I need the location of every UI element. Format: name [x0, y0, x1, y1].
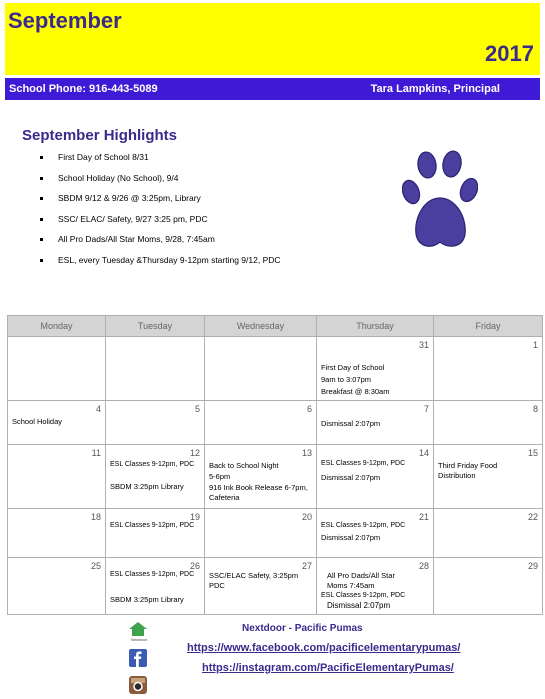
- school-phone: School Phone: 916-443-5089: [9, 83, 158, 95]
- calendar-event: 916 Ink Book Release 6-7pm, Cafeteria: [209, 483, 308, 502]
- highlight-item: SSC/ ELAC/ Safety, 9/27 3:25 pm, PDC: [40, 209, 281, 230]
- calendar-cell: [8, 558, 106, 615]
- day-number: 31: [418, 340, 429, 350]
- highlight-item: First Day of School 8/31: [40, 147, 281, 168]
- day-number: 26: [189, 561, 200, 571]
- highlight-item: SBDM 9/12 & 9/26 @ 3:25pm, Library: [40, 188, 281, 209]
- calendar-event: ESL Classes 9-12pm, PDC: [321, 522, 406, 529]
- calendar-cell: [106, 401, 205, 445]
- calendar-event: Dismissal 2:07pm: [321, 473, 381, 482]
- day-number: 7: [423, 404, 429, 414]
- calendar-event: ESL Classes 9-12pm, PDC: [110, 461, 195, 468]
- facebook-link[interactable]: https://www.facebook.com/pacificelementarypumas/: [187, 642, 461, 654]
- day-number: 14: [418, 448, 429, 458]
- highlight-item: ESL, every Tuesday &Thursday 9-12pm starting 9/12, PDC: [40, 250, 281, 271]
- calendar-cell: [205, 445, 317, 509]
- facebook-icon[interactable]: [129, 649, 147, 667]
- day-header: Friday: [434, 316, 543, 337]
- calendar-event: All Pro Dads/All Star Moms 7:45am: [327, 571, 395, 590]
- calendar-cell: [434, 337, 543, 401]
- calendar-table: [7, 315, 543, 615]
- highlights-list: [40, 147, 281, 271]
- calendar-event: Dismissal 2:07pm: [327, 601, 391, 610]
- day-number: 8: [532, 404, 538, 414]
- calendar-cell: [434, 401, 543, 445]
- day-number: 12: [189, 448, 200, 458]
- highlights-title: September Highlights: [22, 127, 178, 144]
- day-number: 20: [301, 512, 312, 522]
- calendar-event: SSC/ELAC Safety, 3:25pm PDC: [209, 571, 299, 590]
- calendar-cell: [205, 558, 317, 615]
- calendar-event: ESL Classes 9-12pm, PDC: [321, 460, 406, 467]
- calendar-event: SBDM 3:25pm Library: [110, 482, 184, 491]
- calendar-cell: [317, 558, 434, 615]
- day-number: 13: [301, 448, 312, 458]
- calendar-cell: [434, 558, 543, 615]
- calendar-event: Breakfast @ 8:30am: [321, 387, 390, 396]
- day-header: Thursday: [317, 316, 434, 337]
- calendar-cell: [106, 558, 205, 615]
- paw-print-icon: [402, 146, 478, 254]
- day-number: 22: [527, 512, 538, 522]
- calendar-cell: [8, 337, 106, 401]
- day-number: 6: [306, 404, 312, 414]
- calendar-event: First Day of School: [321, 363, 385, 372]
- highlight-item: All Pro Dads/All Star Moms, 9/28, 7:45am: [40, 229, 281, 250]
- calendar-event: Dismissal 2:07pm: [321, 419, 381, 428]
- calendar-event: SBDM 3:25pm Library: [110, 595, 184, 604]
- day-number: 5: [194, 404, 200, 414]
- calendar-event: Third Friday Food Distribution: [438, 461, 498, 480]
- calendar-cell: [434, 445, 543, 509]
- principal-name: Tara Lampkins, Principal: [370, 83, 500, 95]
- calendar-cell: [317, 337, 434, 401]
- calendar-event: ESL Classes 9-12pm, PDC: [321, 592, 406, 599]
- day-number: 18: [90, 512, 101, 522]
- day-number: 1: [532, 340, 538, 350]
- calendar-cell: [8, 401, 106, 445]
- month-title: September: [8, 8, 122, 33]
- day-number: 27: [301, 561, 312, 571]
- calendar-event: Dismissal 2:07pm: [321, 533, 381, 542]
- calendar-event: School Holiday: [12, 417, 63, 426]
- day-header: Wednesday: [205, 316, 317, 337]
- instagram-icon[interactable]: [129, 676, 147, 694]
- highlight-item: School Holiday (No School), 9/4: [40, 168, 281, 189]
- calendar-cell: [317, 509, 434, 558]
- day-number: 21: [418, 512, 429, 522]
- day-number: 29: [527, 561, 538, 571]
- day-number: 28: [418, 561, 429, 571]
- year-title: 2017: [485, 41, 534, 66]
- calendar-cell: [317, 445, 434, 509]
- day-header: Monday: [8, 316, 106, 337]
- calendar-cell: [205, 401, 317, 445]
- day-number: 11: [91, 448, 101, 458]
- calendar-cell: [317, 401, 434, 445]
- header-banner: [5, 3, 540, 75]
- instagram-link[interactable]: https://instagram.com/PacificElementaryPumas/: [202, 662, 454, 674]
- day-number: 19: [189, 512, 200, 522]
- nextdoor-label: Nextdoor - Pacific Pumas: [242, 623, 363, 634]
- day-header: Tuesday: [106, 316, 205, 337]
- calendar-event: 9am to 3:07pm: [321, 375, 372, 384]
- calendar-cell: [205, 509, 317, 558]
- day-number: 25: [90, 561, 101, 571]
- calendar-cell: [106, 445, 205, 509]
- calendar-event: 5-6pm: [209, 472, 231, 481]
- calendar-event: ESL Classes 9-12pm, PDC: [110, 522, 195, 529]
- calendar-cell: [434, 509, 543, 558]
- calendar-cell: [106, 337, 205, 401]
- info-bar: [5, 78, 540, 100]
- day-number: 4: [95, 404, 101, 414]
- nextdoor-caption: Nextdoor: [131, 637, 148, 642]
- day-number: 15: [527, 448, 538, 458]
- calendar-cell: [8, 445, 106, 509]
- calendar-event: Back to School Night: [209, 461, 279, 470]
- calendar-event: ESL Classes 9-12pm, PDC: [110, 571, 195, 578]
- calendar-cell: [205, 337, 317, 401]
- calendar-cell: [106, 509, 205, 558]
- calendar-cell: [8, 509, 106, 558]
- footer: [0, 620, 545, 699]
